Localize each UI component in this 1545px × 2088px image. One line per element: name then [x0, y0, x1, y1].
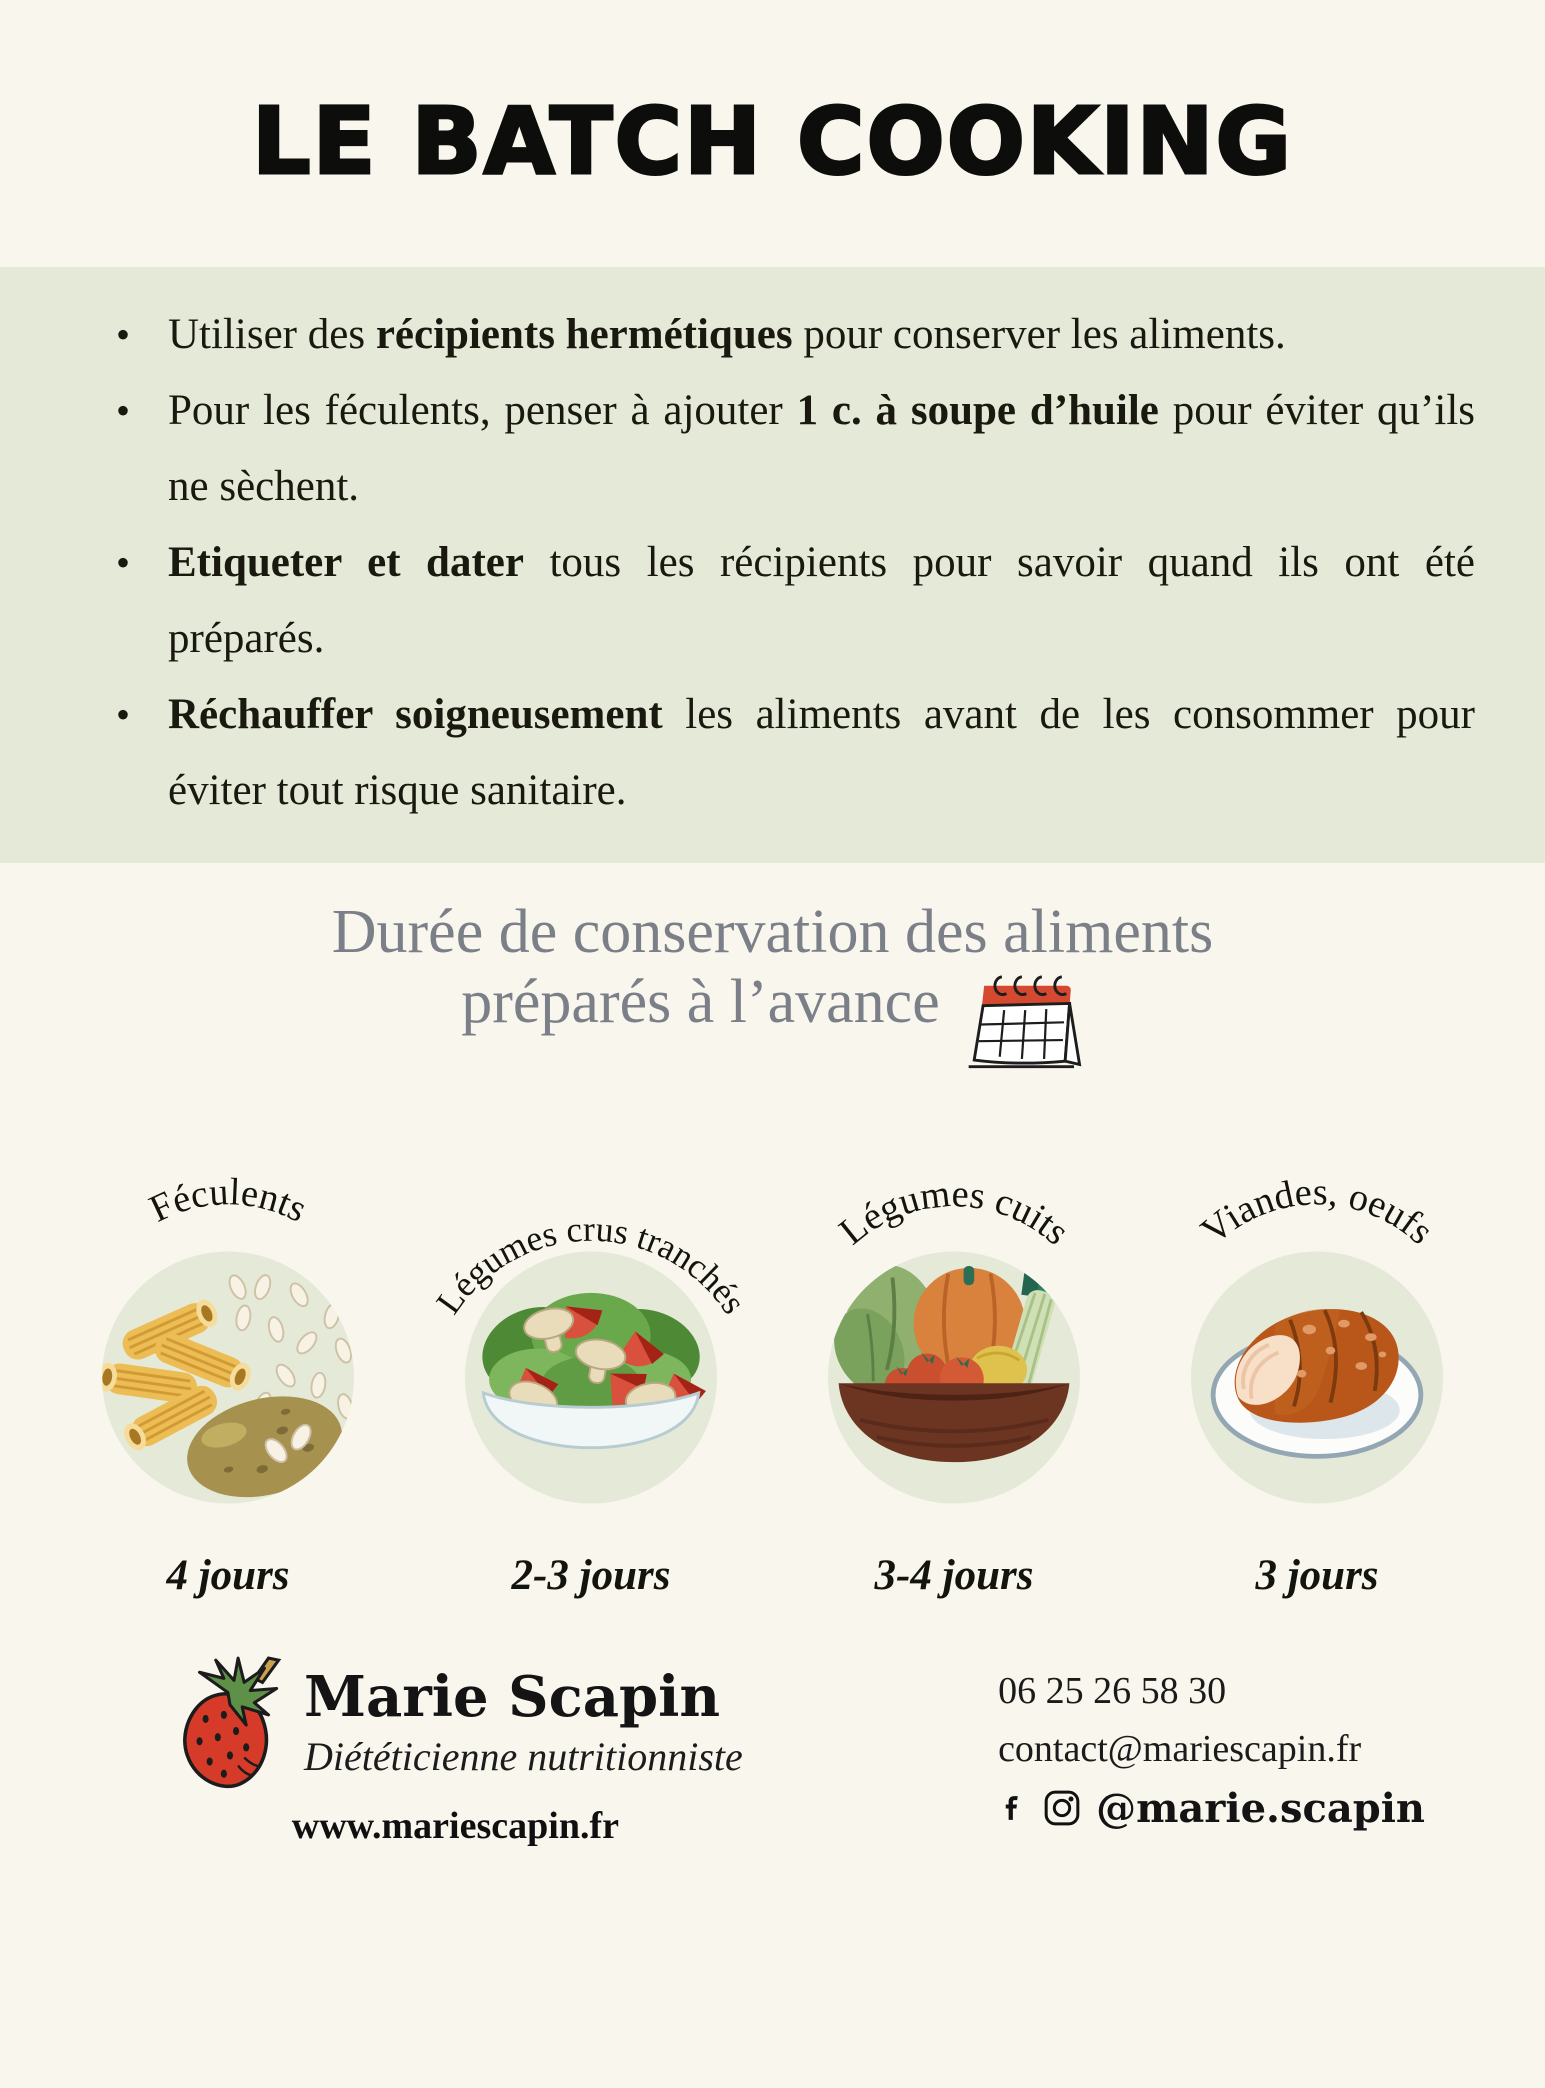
duration-label: 4 jours [166, 1552, 290, 1599]
tips-list [112, 297, 1475, 829]
footer [0, 1652, 1545, 1848]
category-label-arc: Légumes crus tranchés [427, 1208, 755, 1321]
tip-text: pour conserver les aliments. [792, 311, 1286, 358]
conservation-categories [0, 1089, 1545, 1600]
tip-text-bold: récipients hermétiques [375, 311, 793, 358]
page-title: LE BATCH COOKING [252, 88, 1293, 195]
tip-text: Utiliser des [168, 311, 376, 358]
calendar-icon [962, 963, 1084, 1075]
website-text: www.mariescapin.fr [291, 1805, 619, 1847]
category-card-legumes-crus [415, 1089, 767, 1600]
category-card-viandes-oeufs [1141, 1089, 1493, 1600]
conservation-heading [0, 897, 1545, 1075]
tip-text-bold: Réchauffer soigneusement [168, 691, 663, 738]
contact-block [998, 1669, 1425, 1832]
tip-item [112, 373, 1475, 525]
brand-block [168, 1652, 743, 1848]
conservation-heading-line2: préparés à l’avance [461, 968, 940, 1036]
tip-item [112, 525, 1475, 677]
facebook-icon [998, 1788, 1028, 1828]
social-handle: @marie.scapin [1096, 1784, 1425, 1832]
category-card-legumes-cuits [778, 1089, 1130, 1600]
social-row [998, 1785, 1425, 1832]
brand-name: Marie Scapin [304, 1663, 721, 1730]
tip-text-bold: 1 c. à soupe d’huile [796, 387, 1159, 434]
brand-tagline: Diététicienne nutritionniste [304, 1733, 743, 1779]
tip-item [112, 297, 1475, 373]
category-label-arc: Légumes cuits [831, 1172, 1077, 1254]
tip-text: les aliments avant de les consommer pour éviter tout risque sanitaire. [168, 691, 1475, 814]
instagram-icon [1042, 1788, 1082, 1828]
tip-text: Pour les féculents, penser à ajouter [168, 387, 797, 434]
category-card-feculents [52, 1089, 404, 1600]
duration-label: 3-4 jours [874, 1552, 1034, 1599]
calendar-body [968, 1003, 1079, 1066]
tips-panel [0, 267, 1545, 863]
duration-label: 3 jours [1255, 1552, 1379, 1599]
phone-number: 06 25 26 58 30 [998, 1669, 1227, 1712]
email-address: contact@mariescapin.fr [998, 1727, 1362, 1770]
pasta-rice-potato-figure [52, 1089, 404, 1541]
tip-item [112, 677, 1475, 829]
conservation-heading-line1: Durée de conservation des aliments [331, 898, 1214, 966]
tip-text: pour éviter qu’ils ne sèchent. [168, 387, 1475, 510]
category-label-arc: Viandes, oeufs [1193, 1171, 1442, 1253]
tip-text-bold: Etiqueter et dater [168, 539, 524, 586]
roast-meat-figure [1141, 1089, 1493, 1541]
strawberry-logo [168, 1652, 296, 1794]
duration-label: 2-3 jours [511, 1552, 671, 1599]
category-label-arc: Féculents [143, 1171, 314, 1231]
tip-text: tous les récipients pour savoir quand ils ont été préparés. [168, 539, 1476, 662]
cooked-vegetables-figure [778, 1089, 1130, 1541]
raw-salad-figure [415, 1089, 767, 1541]
